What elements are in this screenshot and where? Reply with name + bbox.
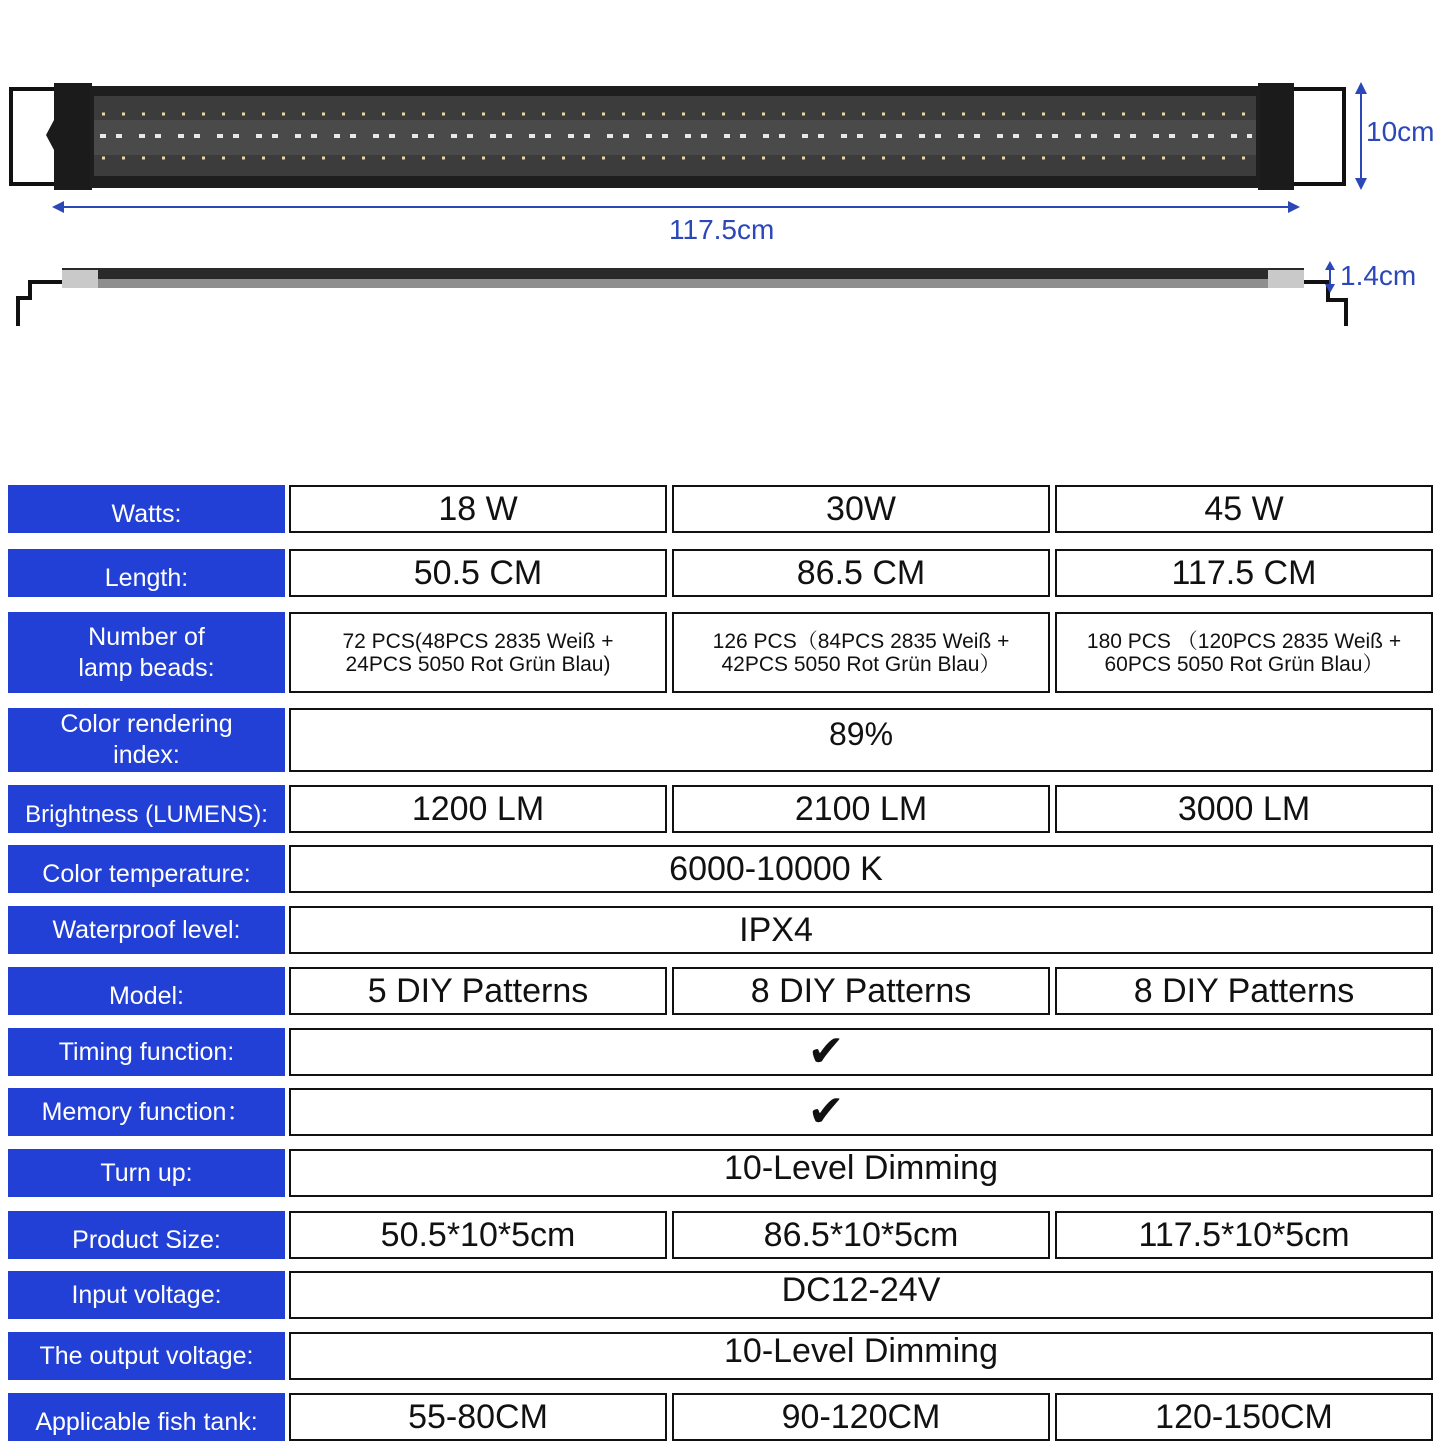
lamp-beads-value: 180 PCS （120PCS 2835 Weiß + 60PCS 5050 Rot Grün Blau） (1055, 612, 1433, 693)
height-dimension-label: 10cm (1366, 116, 1435, 147)
label-product-size: Product Size: (8, 1211, 285, 1259)
turn-up-value: 10-Level Dimming (289, 1149, 1433, 1197)
cri-value: 89% (289, 708, 1433, 772)
product-size-value: 117.5*10*5cm (1055, 1211, 1433, 1259)
watts-value: 30W (672, 485, 1050, 533)
length-value: 86.5 CM (672, 549, 1050, 597)
label-lamp-beads-line2: lamp beads: (78, 653, 215, 682)
length-value: 50.5 CM (289, 549, 667, 597)
label-applicable-fish-tank: Applicable fish tank: (8, 1393, 285, 1441)
input-voltage-value: DC12-24V (289, 1271, 1433, 1319)
label-model: Model: (8, 967, 285, 1015)
length-dimension-label: 117.5cm (669, 214, 775, 245)
label-length: Length: (8, 549, 285, 597)
watts-value: 45 W (1055, 485, 1433, 533)
product-size-value: 50.5*10*5cm (289, 1211, 667, 1259)
fish-tank-value: 120-150CM (1055, 1393, 1433, 1441)
lamp-beads-value: 126 PCS（84PCS 2835 Weiß + 42PCS 5050 Rot Grün Blau） (672, 612, 1050, 693)
brightness-value: 2100 LM (672, 785, 1050, 833)
label-output-voltage: The output voltage: (8, 1332, 285, 1380)
label-memory-function: Memory function： (8, 1088, 285, 1136)
label-brightness: Brightness (LUMENS): (8, 785, 285, 833)
memory-value (289, 1088, 1433, 1136)
label-waterproof: Waterproof level: (8, 906, 285, 954)
label-turn-up: Turn up: (8, 1149, 285, 1197)
brightness-value: 1200 LM (289, 785, 667, 833)
fish-tank-value: 90-120CM (672, 1393, 1050, 1441)
label-color-temperature: Color temperature: (8, 845, 285, 893)
timing-value (289, 1028, 1433, 1076)
model-value: 8 DIY Patterns (672, 967, 1050, 1015)
checkmark-icon: ✔ (807, 1026, 845, 1077)
checkmark-icon: ✔ (807, 1086, 845, 1137)
brightness-value: 3000 LM (1055, 785, 1433, 833)
waterproof-value: IPX4 (289, 906, 1433, 954)
color-temperature-value: 6000-10000 K (289, 845, 1433, 893)
model-value: 5 DIY Patterns (289, 967, 667, 1015)
watts-value: 18 W (289, 485, 667, 533)
label-watts: Watts: (8, 485, 285, 533)
output-voltage-value: 10-Level Dimming (289, 1332, 1433, 1380)
label-lamp-beads-line1: Number of (88, 622, 205, 651)
length-value: 117.5 CM (1055, 549, 1433, 597)
lamp-beads-value: 72 PCS(48PCS 2835 Weiß + 24PCS 5050 Rot Grün Blau) (289, 612, 667, 693)
label-lamp-beads (8, 612, 285, 693)
label-color-rendering-index: Color rendering index: (8, 708, 285, 772)
fish-tank-value: 55-80CM (289, 1393, 667, 1441)
label-timing-function: Timing function: (8, 1028, 285, 1076)
model-value: 8 DIY Patterns (1055, 967, 1433, 1015)
thickness-dimension-label: 1.4cm (1340, 260, 1417, 291)
label-input-voltage: Input voltage: (8, 1271, 285, 1319)
product-size-value: 86.5*10*5cm (672, 1211, 1050, 1259)
